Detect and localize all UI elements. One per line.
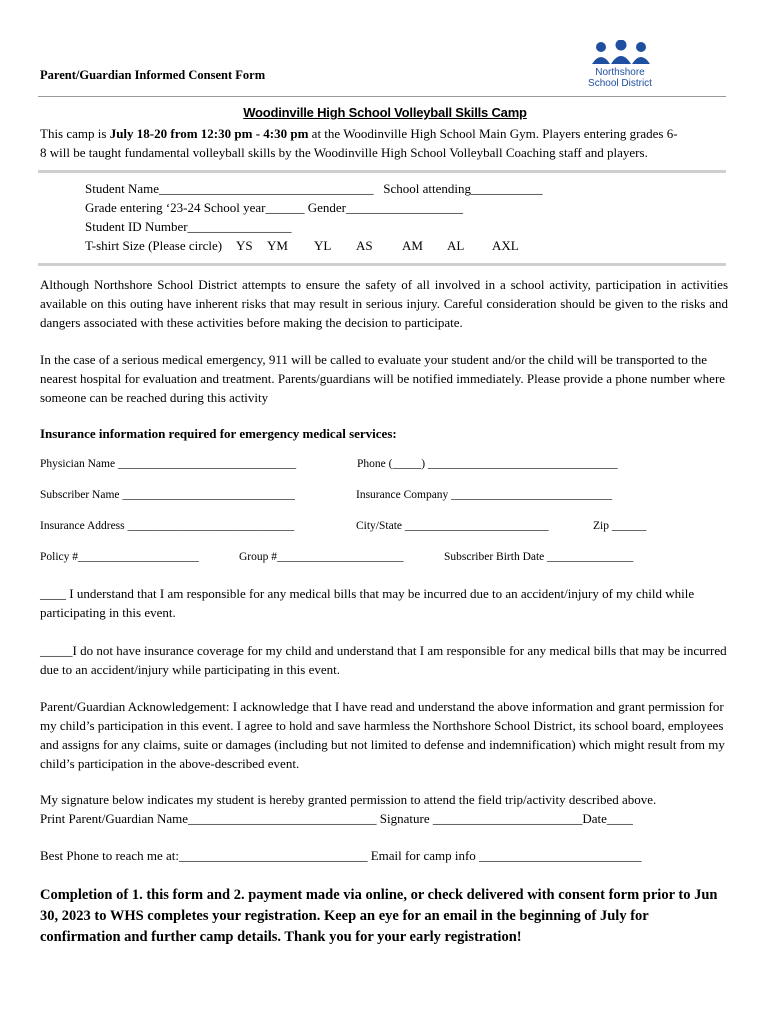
- intro-dates: July 18-20 from 12:30 pm - 4:30 pm: [109, 126, 309, 141]
- camp-intro: [40, 124, 728, 162]
- intro-line2: 8 will be taught fundamental volleyball skills by the Woodinville High School Volleyball Coaching staff and players.: [40, 145, 648, 160]
- intro-line1-rest: at the Woodinville High School Main Gym. Players entering grades 6-: [308, 126, 678, 141]
- size-ym[interactable]: YM: [267, 238, 288, 253]
- print-name-signature-line[interactable]: Print Parent/Guardian Name_____________________________ Signature _______________________Date____: [40, 811, 633, 826]
- guardian-acknowledgement: Parent/Guardian Acknowledgement: I acknowledge that I have read and understand the above information and grant permission for my child’s participation in this event. I agree to hold and save harmless the Northshore School District, its school board, employees and assigns for any claims, suite or damages (including but not limited to defense and indemnification) which might result from my child’s participation in the above-described event.: [40, 699, 725, 771]
- size-yl[interactable]: YL: [314, 238, 332, 253]
- insurance-heading: Insurance information required for emergency medical services:: [40, 426, 397, 441]
- size-axl[interactable]: AXL: [492, 238, 519, 253]
- signature-statement: My signature below indicates my student is hereby granted permission to attend the field trip/activity described above.: [40, 792, 657, 807]
- size-al[interactable]: AL: [447, 238, 465, 253]
- subscriber-name-field[interactable]: Subscriber Name ______________________________: [40, 489, 295, 501]
- grade-gender-line[interactable]: Grade entering ‘23-24 School year______ Gender__________________: [85, 200, 463, 215]
- subscriber-birth-date-field[interactable]: Subscriber Birth Date _______________: [444, 551, 634, 563]
- no-insurance-acknowledgement[interactable]: _____I do not have insurance coverage for my child and understand that I am responsible for any medical bills that may be incurred due to an accident/injury while participating in this event.: [40, 643, 727, 677]
- student-id-line[interactable]: Student ID Number________________: [85, 219, 292, 234]
- medical-bills-acknowledgement[interactable]: ____ I understand that I am responsible for any medical bills that may be incurred due to an accident/injury of my child while participating in this event.: [40, 586, 695, 620]
- risk-paragraph: Although Northshore School District attempts to ensure the safety of all involved in a school activity, participation in activities available on this outing have inherent risks that may result in serious injury. Careful consideration should be given to the risks and dangers associated with these activities before making the decision to participate.: [40, 277, 728, 330]
- tshirt-size-line: [85, 238, 535, 256]
- phone-field[interactable]: Phone (_____) _________________________________: [357, 458, 618, 470]
- intro-pre: This camp is: [40, 126, 110, 141]
- size-ys[interactable]: YS: [236, 238, 253, 253]
- city-state-field[interactable]: City/State _________________________: [356, 520, 549, 532]
- completion-notice: Completion of 1. this form and 2. payment made via online, or check delivered with consent form prior to Jun 30, 2023 to WHS completes your registration. Keep an eye for an email in the beginning of July for confirmation and further camp details. Thank you for your early registration!: [40, 887, 718, 945]
- insurance-address-field[interactable]: Insurance Address _____________________________: [40, 520, 295, 532]
- zip-field[interactable]: Zip ______: [593, 520, 647, 532]
- section-rule-2: [38, 263, 726, 266]
- physician-name-field[interactable]: Physician Name _______________________________: [40, 458, 297, 470]
- student-name-line[interactable]: Student Name_________________________________ School attending___________: [85, 181, 543, 196]
- phone-email-line[interactable]: Best Phone to reach me at:_____________________________ Email for camp info _________________________: [40, 848, 642, 863]
- section-rule-1: [38, 170, 726, 173]
- policy-field[interactable]: Policy #_____________________: [40, 551, 199, 563]
- emergency-paragraph: In the case of a serious medical emergency, 911 will be called to evaluate your student and/or the child will be transported to the nearest hospital for evaluation and treatment. Parents/guardians will be notified immediately. Please provide a phone number where someone can be reached during this activity: [40, 352, 726, 405]
- tshirt-label: T-shirt Size (Please circle): [85, 238, 223, 253]
- logo-text: [578, 67, 662, 89]
- logo-line-2: School District: [588, 78, 652, 89]
- group-field[interactable]: Group #______________________: [239, 551, 404, 563]
- insurance-company-field[interactable]: Insurance Company ____________________________: [356, 489, 613, 501]
- logo-line-1: Northshore: [595, 67, 645, 78]
- camp-title: Woodinville High School Volleyball Skills Camp: [243, 105, 527, 120]
- size-as[interactable]: AS: [356, 238, 373, 253]
- header-rule: [38, 96, 726, 97]
- size-am[interactable]: AM: [402, 238, 423, 253]
- form-title: Parent/Guardian Informed Consent Form: [40, 68, 266, 82]
